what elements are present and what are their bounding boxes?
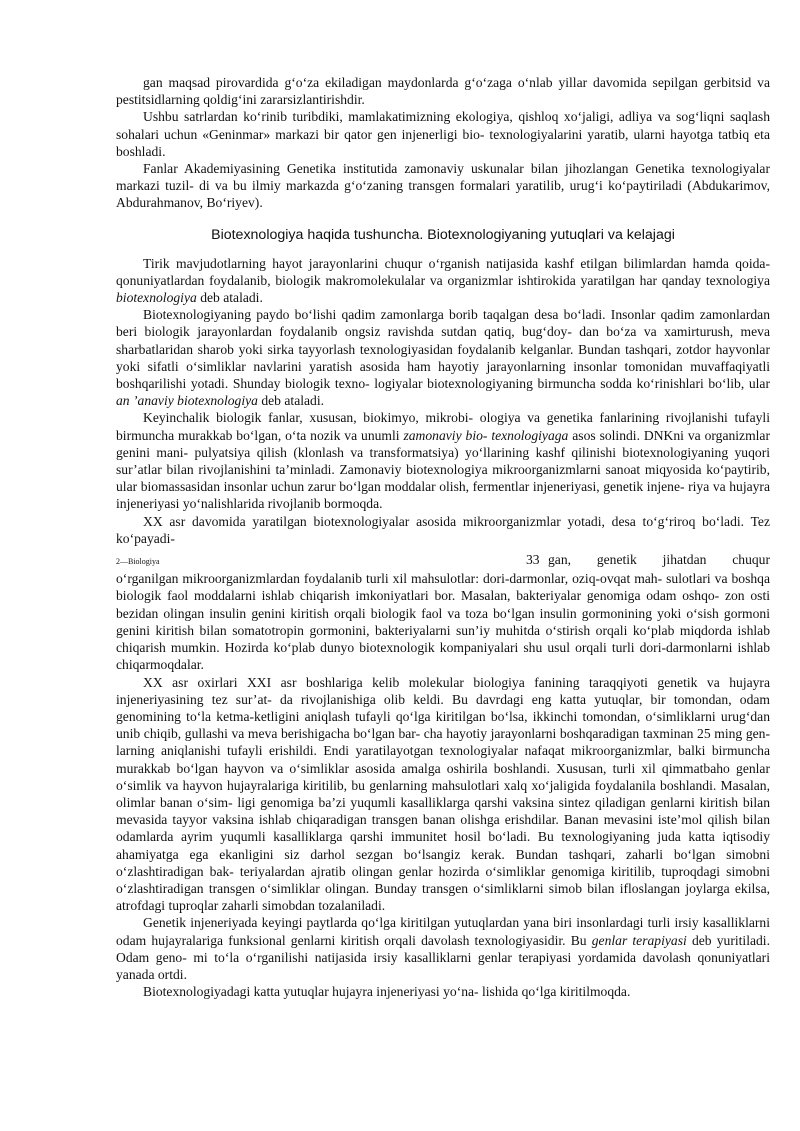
italic-term: an ’anaviy biotexnologiya	[116, 393, 258, 409]
paragraph	[116, 255, 770, 307]
text-run: Biotexnologiyaning paydo bo‘lishi qadim zamonlarga borib taqalgan desa bo‘ladi. Insonlar qadim zamonlardan beri biologik jarayonlardan foydalanib ongsiz ravishda sutdan qatiq, bug‘doy- dan bo‘za va xamirturush, meva sharbatlaridan sharob yoki sirka tayyorlash texnologiyasidan foydalanib kelganlar. Bundan tashqari, zotdor hayvonlar yoki sifatli o‘simliklar navlarini yaratish asosida ham hayotiy jarayonlarning insonlar tomonidan muvaffaqiyatli boshqarilishi yotadi. Shunday biologik texno- logiyalar biotexnologiyaning birmuncha sodda ko‘rinishlari bo‘lib, ular	[116, 307, 770, 392]
paragraph: Fanlar Akademiyasining Genetika institutida zamonaviy uskunalar bilan jihozlangan Genetika texnologiyalar markazi tuzil- di va bu ilmiy markazda g‘o‘zaning transgen formalari yaratilib, urug‘i ko‘paytiriladi (Abdukarimov, Abdurahmanov, Bo‘riyev).	[116, 161, 770, 211]
paragraph: Biotexnologiyadagi katta yutuqlar hujayra injeneriyasi yo‘na- lishida qo‘lga kiritilmoqda.	[143, 984, 631, 1000]
continuation-text: gan, genetik jihatdan chuqur	[548, 552, 770, 568]
italic-term: biotexnologiya	[116, 290, 197, 306]
text-run: deb ataladi.	[257, 393, 325, 409]
italic-term: genlar terapiyasi	[591, 932, 687, 948]
paragraph: o‘rganilgan mikroorganizmlardan foydalanib turli xil mahsulotlar: dori-darmonlar, oziq-ovqat mah- sulotlari va boshqa biologik faol moddalarni ishlab chiqarish imkoniyatlari bor. Masalan, bakteriyalar genomiga odam oshqo- zon osti bezidan olingan insulin genini kiritish orqali biologik faol va toza bo‘lgan insulin gormonining yoki o‘sish gormoni genini kiritish bilan somatotropin gormonini, bakteriyalarni sun’iy muhitda o‘stirish orqali ko‘plab miqdorda ishlab chiqarish mumkin. Hozirda ko‘plab dunyo biotexnologik kompaniyalari shu usul orqali turli dori-darmonlarni ishlab chiqarmoqdalar.	[116, 571, 770, 673]
paragraph: gan maqsad pirovardida g‘o‘za ekiladigan maydonlarda g‘o‘zaga o‘nlab yillar davomida sepilgan gerbitsid va pestitsidlarning qoldig‘ini zararsizlantirishdir.	[116, 75, 770, 108]
paragraph	[116, 914, 770, 983]
document-page	[116, 74, 770, 1000]
page-footer	[116, 551, 770, 570]
paragraph: XX asr oxirlari XXI asr boshlariga kelib molekular biologiya fanining taraqqiyoti genetik va hujayra injeneriyasining tez sur’at- da rivojlanishiga olib keldi. Bu davrdagi eng katta yutuqlar, bir tomondan, odam genomining to‘la ketma-ketligini aniqlash tufayli qo‘lga kiritilgan bo‘lsa, ikkinchi tomondan, o‘simliklarni urug‘dan unib chiqib, gullashi va meva berishigacha bo‘lgan bar- cha hayotiy jarayonlarni boshqaradigan taxminan 25 ming gen- larning aniqlanishi tufayli erishildi. Endi yaratilayotgan texnologiyalar nafaqat mikroorganizmlar, balki birmuncha murakkab bo‘lgan hayvon va o‘simliklar asosida amalga oshirila boshlandi. Xususan, turli xil qimmatbaho genlar o‘simlik va hayvon hujayralariga kiritilib, bu genlarning mahsulotlari xalq xo‘jaligida foydalanila boshlandi. Masalan, olimlar banan o‘sim- ligi genomiga ba’zi yuqumli kasalliklarga qarshi vaksina sintez qiladigan genlarni kiritish bilan mevasida tayyor vaksina ishlab chiqaradigan transgen banan olishga erishdilar. Banan mevasini iste’mol qilish bilan odamlarda ayrim yuqumli kasalliklarga qarshi immunitet hosil bo‘ladi. Bu texnologiyaning juda katta iqtisodiy ahamiyatga ega ekanligini siz darhol sezgan bo‘lsangiz kerak. Bundan tashqari, zaharli bo‘lgan simobni o‘zlashtiradigan bak- teriyalardan ajratib olingan genlar hozirda o‘simliklar genomiga kiritilib, tuproqdagi simobni o‘zlashtiradigan transgen o‘simliklar olingan. Bunday transgen o‘simliklarni simob bilan ifloslangan joylarga ekilsa, atrofdagi tuproqlar zaharli simobdan tozalaniladi.	[116, 674, 770, 914]
text-run: Genetik injeneriyada keyingi paytlarda qo‘lga kiritilgan yutuqlardan yana biri insonlardagi turli irsiy kasalliklarni odam hujayralariga funksional genlarni kiritish orqali davolash texnologiyasidir. Bu	[116, 915, 770, 948]
section-heading: Biotexnologiya haqida tushuncha. Biotexnologiyaning yutuqlari va kelajagi	[211, 226, 675, 243]
paragraph	[116, 306, 770, 409]
text-run: asos solindi. DNKni va organizmlar genini mani- pulyatsiya qilish (klonlash va transformatsiya) yo‘llarining kashf qilinishi biotexnologiyaning yuqori sur’atlar bilan rivojlanishini ta’minladi. Zamonaviy biotexnologiya mikroorganizmlarni sanoat miqyosida ko‘paytirib, ular biomassasidan insonlar uchun zarur bo‘lgan moddalar olish, fermentlar injeneriyasi, genetik injene- riya va hujayra injeneriyasi yo‘nalishlarida rivojlanib bormoqda.	[116, 427, 770, 512]
page-number: 33	[526, 552, 540, 568]
paragraph: Ushbu satrlardan ko‘rinib turibdiki, mamlakatimizning ekologiya, qishloq xo‘jaligi, adliya va sog‘liqni saqlash sohalari uchun «Geninmar» markazi bir qator gen injenerligi bio- texnologiyalarini yaratib, ularni hayotga tatbiq eta boshladi.	[116, 109, 770, 159]
text-run: deb ataladi.	[196, 290, 263, 306]
text-run: Tirik mavjudotlarning hayot jarayonlarini chuqur o‘rganish natijasida kashf etilgan bilimlardan hamda qoida-qonuniyatlardan foydalanib, biologik makromolekulalar va organizmlar ishtirokida yaratilgan har qanday texnologiya	[116, 255, 770, 288]
text-run: Keyinchalik biologik fanlar, xususan, biokimyo, mikrobi- ologiya va genetika fanlarining rivojlanishi tufayli birmuncha murakkab bo‘lgan, o‘ta nozik va unumli	[116, 410, 770, 443]
text-run: deb yuritiladi. Odam geno- mi to‘la o‘rganilishi natijasida irsiy kasalliklarni genlar terapiyasi yordamida davolash qonuniyatlari yanada ortdi.	[116, 932, 770, 982]
paragraph	[116, 409, 770, 512]
italic-term: zamonaviy bio- texnologiyaga	[403, 427, 569, 443]
paragraph: XX asr davomida yaratilgan biotexnologiyalar asosida mikroorganizmlar yotadi, desa to‘g‘riroq bo‘ladi. Tez ko‘payadi-	[116, 513, 770, 546]
footnote-label: 2—Biologiya	[116, 557, 160, 567]
